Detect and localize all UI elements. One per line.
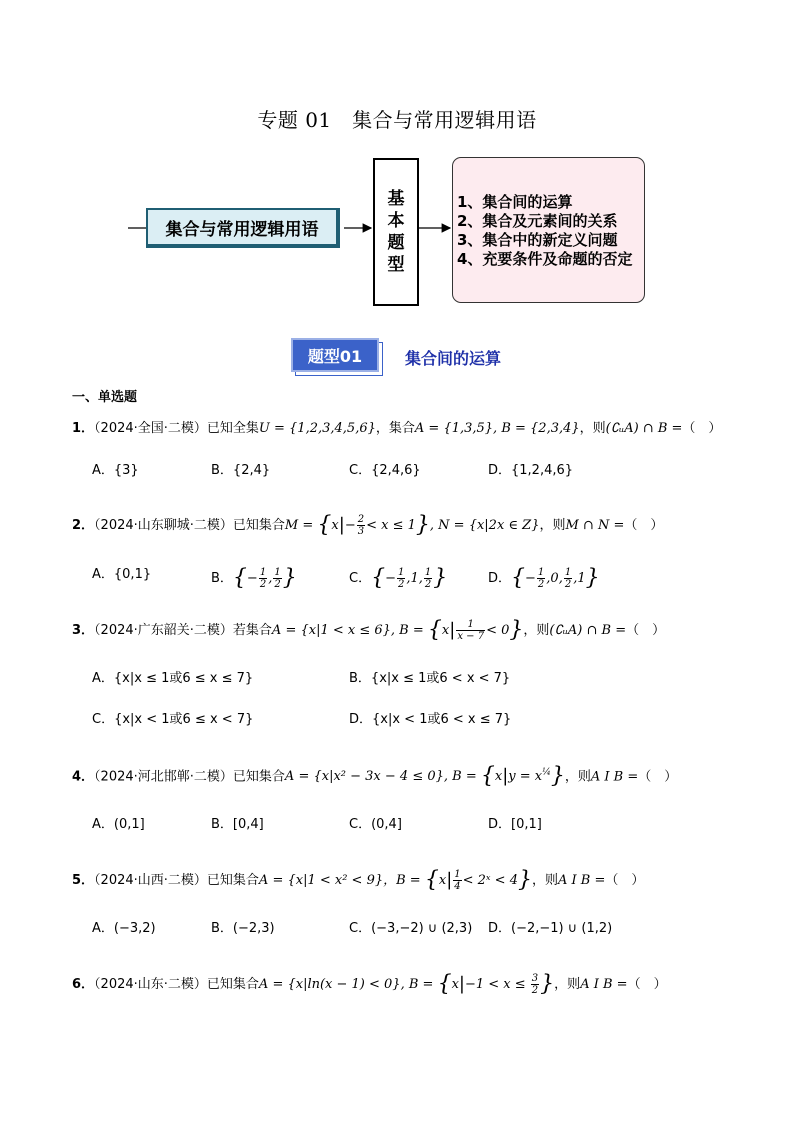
question-number: 2． [72,518,95,533]
math-expression: U = {1,2,3,4,5,6} [258,421,376,436]
option-b: B．{− $\frac{1}{2}$ , $\frac{1}{2}$ } [211,565,297,591]
type-item: 4、充要条件及命题的否定 [457,250,633,268]
question-stem: 已知集合 [206,977,259,992]
question-stem: 已知集合 [206,873,259,888]
question-stem: ，集合 [375,421,415,436]
question-stem: ，则 [579,421,606,436]
question-number: 4． [72,769,95,785]
answer-blank: （ ） [682,421,722,436]
math-expression: A = {1,3,5}, B = {2,3,4} [414,421,580,436]
answer-blank: （ ） [605,873,645,888]
question-source: （2024·河北邯郸·二模） [94,769,233,785]
option-c: C．{2,4,6} [349,463,421,478]
answer-blank: （ ） [638,769,678,785]
option-d: D．(−2,−1) ∪ (1,2) [488,921,613,936]
option-a: A．{0,1} [92,567,152,582]
math-expression: A = {x|1 < x² < 9}，B = {x| $\frac{1}{4}$ < 2ˣ < 4} [258,867,532,893]
option-d: D．{− $\frac{1}{2}$ ,0, $\frac{1}{2}$ ,1} [488,565,600,591]
option-d: D．[0,1] [488,817,542,832]
math-expression: A I B = [580,977,628,992]
question-stem: ，则 [531,873,558,888]
question-stem: ，则 [564,769,591,785]
question-5 [72,869,644,892]
section-badge [291,338,379,374]
option-c: C．(−3,−2) ∪ (2,3) [349,921,473,936]
math-expression: M = {x|− $\frac{2}{3}$ < x ≤ 1}, N = {x|2x ∈ Z} [284,512,540,538]
question-stem: 已知集合 [232,769,285,785]
answer-blank: （ ） [626,623,666,638]
question-number: 3． [72,623,95,638]
question-source: （2024·广东韶关·二模） [94,623,233,638]
page-title: 专题 01 集合与常用逻辑用语 [257,108,537,132]
type-item: 3、集合中的新定义问题 [457,231,618,249]
option-d: D．{x|x < 1或6 < x ≤ 7} [349,712,512,727]
question-stem: ，则 [554,977,581,992]
type-char: 型 [387,255,405,275]
question-1 [72,421,721,437]
section-title: 集合间的运算 [405,349,502,368]
question-4 [72,763,678,789]
option-a: A．{x|x ≤ 1或6 ≤ x ≤ 7} [92,671,254,686]
question-stem: ，则 [523,623,550,638]
option-c: C．(0,4] [349,817,402,832]
question-source: （2024·全国·二模） [94,421,207,436]
answer-blank: （ ） [624,518,664,533]
option-b: B．{2,4} [211,463,271,478]
math-expression: A I B = [590,769,639,785]
option-b: B．{x|x ≤ 1或6 < x < 7} [349,671,511,686]
basic-type-box [373,158,419,306]
question-stem: 若集合 [232,623,272,638]
question-3 [72,619,665,642]
type-char: 题 [387,233,405,253]
part-label: 一、单选题 [72,390,138,405]
question-source: （2024·山东聊城·二模） [94,518,233,533]
question-2 [72,514,663,537]
question-source: （2024·山东·二模） [94,977,207,992]
math-expression: (∁ᵤA) ∩ B = [549,623,627,638]
option-a: A．(−3,2) [92,921,156,936]
question-stem: 已知集合 [232,518,285,533]
question-number: 5． [72,873,95,888]
type-item: 2、集合及元素间的关系 [457,212,618,230]
question-source: （2024·山西·二模） [94,873,207,888]
option-d: D．{1,2,4,6} [488,463,574,478]
type-item: 1、集合间的运算 [457,193,573,211]
option-a: A．(0,1] [92,817,145,832]
option-c: C．{x|x < 1或6 ≤ x < 7} [92,712,254,727]
question-number: 1． [72,421,95,436]
math-expression: M ∩ N = [565,518,625,533]
question-number: 6． [72,977,95,992]
option-b: B．(−2,3) [211,921,275,936]
math-expression: A = {x|1 < x ≤ 6}, B = {x| $\frac{1}{x - 7}$ < 0} [271,617,524,643]
option-c: C．{− $\frac{1}{2}$ ,1, $\frac{1}{2}$ } [349,565,448,591]
badge-label: 题型01 [291,338,379,372]
math-expression: A = {x|ln(x − 1) < 0}, B = {x|−1 < x ≤ $\frac{3}{2}$ } [258,971,555,997]
math-expression: A = {x|x² − 3x − 4 ≤ 0}, $B = \{x|y = x^{\frac{1}{4}}\}$ [284,763,565,789]
question-6 [72,973,667,996]
topic-box [146,208,340,248]
math-expression: A I B = [558,873,606,888]
type-char: 基 [387,189,405,209]
question-stem: ，则 [539,518,566,533]
topic-label: 集合与常用逻辑用语 [165,219,319,240]
type-list-box [452,157,645,303]
option-b: B．[0,4] [211,817,264,832]
option-a: A．{3} [92,463,139,478]
answer-blank: （ ） [627,977,667,992]
type-char: 本 [387,211,405,231]
math-expression: (∁ᵤA) ∩ B = [605,421,683,436]
question-stem: 已知全集 [206,421,259,436]
